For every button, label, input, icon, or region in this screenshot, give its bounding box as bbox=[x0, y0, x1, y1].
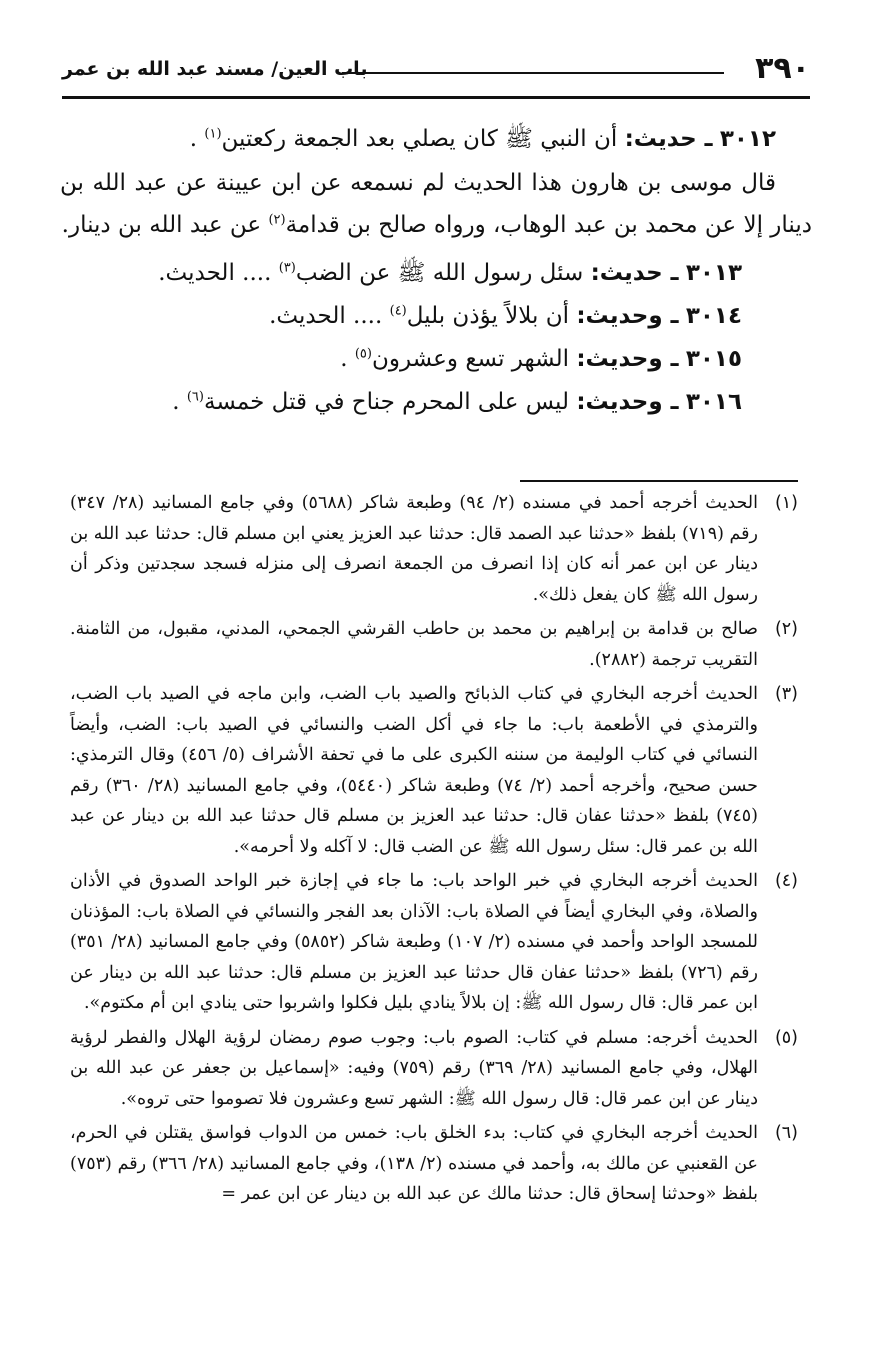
footnote-number: (٦) bbox=[774, 1123, 798, 1143]
header-rule bbox=[342, 72, 724, 74]
footnote-text: الحديث أخرجه أحمد في مسنده (٢/ ٩٤) وطبعة شاكر (٥٦٨٨) وفي جامع المسانيد (٢٨/ ٣٤٧) رقم (٧١٩) بلفظ «حدثنا عبد الصمد قال: حدثنا عبد العزيز يعني ابن مسلم قال: حدثنا عبد الله بن دينار عن ابن عمر أنه كان إذا انصرف من الجمعة انصرف إلى منزله فسجد سجدتين وذكر أن رسول الله ﷺ كان يفعل ذلك». bbox=[70, 493, 758, 605]
hadith-entry bbox=[60, 338, 742, 381]
hadith-end: . bbox=[172, 389, 180, 415]
footnote bbox=[70, 488, 798, 610]
hadith-entry bbox=[60, 118, 776, 160]
footnote-number: (١) bbox=[774, 493, 798, 513]
hadith-entry bbox=[60, 252, 742, 295]
hadith-end: . bbox=[189, 126, 198, 152]
footnote bbox=[70, 1023, 798, 1115]
hadith-label: ـ حديث: bbox=[590, 260, 679, 286]
hadith-number: ٣٠١٣ bbox=[685, 260, 742, 286]
commentary-text: عن عبد الله بن دينار. bbox=[61, 212, 262, 238]
footnote-text: الحديث أخرجه البخاري في كتاب: بدء الخلق باب: خمس من الدواب فواسق يقتلن في الحرم، عن القعنبي عن مالك به، وأحمد في مسنده (٢/ ١٣٨)، وفي جامع المسانيد (٢٨/ ٣٦٦) رقم (٧٥٣) بلفظ «وحدثنا إسحاق قال: حدثنا مالك عن عبد الله بن دينار عن ابن عمر = bbox=[70, 1123, 758, 1204]
hadith-end: .... الحديث. bbox=[158, 260, 272, 286]
footnote bbox=[70, 614, 798, 675]
commentary-paragraph bbox=[60, 162, 812, 246]
footnote bbox=[70, 1118, 798, 1210]
footnote-text: الحديث أخرجه: مسلم في كتاب: الصوم باب: وجوب صوم رمضان لرؤية الهلال والفطر لرؤية الهلال، وفي جامع المسانيد (٢٨/ ٣٦٩) رقم (٧٥٩) وفيه: «إسماعيل بن جعفر عن عبد الله بن دينار عن ابن عمر قال: قال رسول الله ﷺ: الشهر تسع وعشرون فلا تصوموا حتى تروه». bbox=[70, 1027, 758, 1109]
footnote-ref: (١) bbox=[204, 126, 222, 142]
hadith-text: الشهر تسع وعشرون bbox=[371, 346, 569, 372]
hadith-label: ـ حديث: bbox=[624, 126, 713, 152]
footnote-number: (٢) bbox=[774, 619, 798, 639]
footnote-text: الحديث أخرجه البخاري في خبر الواحد باب: ما جاء في إجازة خبر الواحد الصدوق في الأذان والصلاة، وفي البخاري أيضاً في الصلاة باب: الآذان بعد الفجر والنسائي في الصلاة باب: المؤذنان للمسجد الواحد وأحمد في مسنده (٢/ ١٠٧) وطبعة شاكر (٥٨٥٢) وفي جامع المسانيد (٢٨/ ٣٥١) رقم (٧٢٦) بلفظ «حدثنا عفان قال حدثنا عبد العزيز بن مسلم قال: حدثنا عبد الله بن دينار عن ابن عمر قال: قال رسول الله ﷺ: إن بلالاً ينادي بليل فكلوا واشربوا حتى ينادي ابن أم مكتوم». bbox=[70, 871, 758, 1013]
footnote-text: الحديث أخرجه البخاري في كتاب الذبائح والصيد باب الضب، وابن ماجه في الصيد باب الضب، والترمذي في الأطعمة باب: ما جاء في أكل الضب والنسائي في الصيد باب: الضب، وأيضاً النسائي في كتاب الوليمة من سننه الكبرى على ما في تحفة الأشراف (٥/ ٤٥٦) وقال الترمذي: حسن صحيح، وأخرجه أحمد (٢/ ٧٤) وطبعة شاكر (٥٤٤٠)، وفي جامع المسانيد (٢٨/ ٣٦٠) رقم (٧٤٥) بلفظ «حدثنا عفان قال: حدثنا عبد العزيز بن مسلم قال حدثنا عبد الله بن دينار عن عبد الله بن عمر قال: سئل رسول الله ﷺ عن الضب قال: لا آكله ولا أحرمه». bbox=[70, 684, 758, 857]
hadith-entry bbox=[60, 295, 742, 338]
hadith-entry bbox=[60, 381, 742, 424]
main-text bbox=[60, 118, 812, 424]
hadith-text: ليس على المحرم جناح في قتل خمسة bbox=[203, 389, 569, 415]
hadith-label: ـ وحديث: bbox=[576, 389, 679, 415]
page-number: ٣٩٠ bbox=[755, 51, 810, 86]
footnote-text: صالح بن قدامة بن إبراهيم بن محمد بن حاطب القرشي الجمحي، المدني، مقبول، من الثامنة. التقريب ترجمة (٢٨٨٢). bbox=[70, 619, 758, 670]
hadith-label: ـ وحديث: bbox=[576, 346, 679, 372]
footnote bbox=[70, 679, 798, 862]
footnote-ref: (٢) bbox=[268, 212, 286, 228]
hadith-number: ٣٠١٢ bbox=[719, 126, 776, 152]
hadith-text: سئل رسول الله ﷺ عن الضب bbox=[295, 260, 584, 286]
hadith-end: . bbox=[340, 346, 348, 372]
hadith-label: ـ وحديث: bbox=[576, 303, 679, 329]
page-header bbox=[62, 44, 810, 99]
hadith-end: .... الحديث. bbox=[269, 303, 383, 329]
hadith-number: ٣٠١٦ bbox=[685, 389, 742, 415]
running-title: باب العين/ مسند عبد الله بن عمر bbox=[62, 58, 368, 80]
commentary-text: قال موسى بن هارون هذا الحديث لم نسمعه عن ابن عيينة عن عبد الله بن دينار إلا عن محمد بن عبد الوهاب، ورواه صالح بن قدامة bbox=[60, 170, 812, 238]
footnote-number: (٣) bbox=[774, 684, 798, 704]
footnote-ref: (٥) bbox=[354, 346, 372, 362]
footnote-separator bbox=[520, 480, 798, 482]
hadith-number: ٣٠١٤ bbox=[685, 303, 742, 329]
footnotes-section bbox=[70, 488, 798, 1214]
footnote-ref: (٦) bbox=[186, 389, 204, 405]
hadith-text: أن النبي ﷺ كان يصلي بعد الجمعة ركعتين bbox=[221, 126, 618, 152]
footnote-number: (٤) bbox=[774, 871, 798, 891]
hadith-number: ٣٠١٥ bbox=[685, 346, 742, 372]
footnote-ref: (٤) bbox=[389, 303, 407, 319]
footnote bbox=[70, 866, 798, 1019]
footnote-ref: (٣) bbox=[278, 260, 296, 276]
hadith-text: أن بلالاً يؤذن بليل bbox=[406, 303, 569, 329]
footnote-number: (٥) bbox=[774, 1027, 798, 1048]
